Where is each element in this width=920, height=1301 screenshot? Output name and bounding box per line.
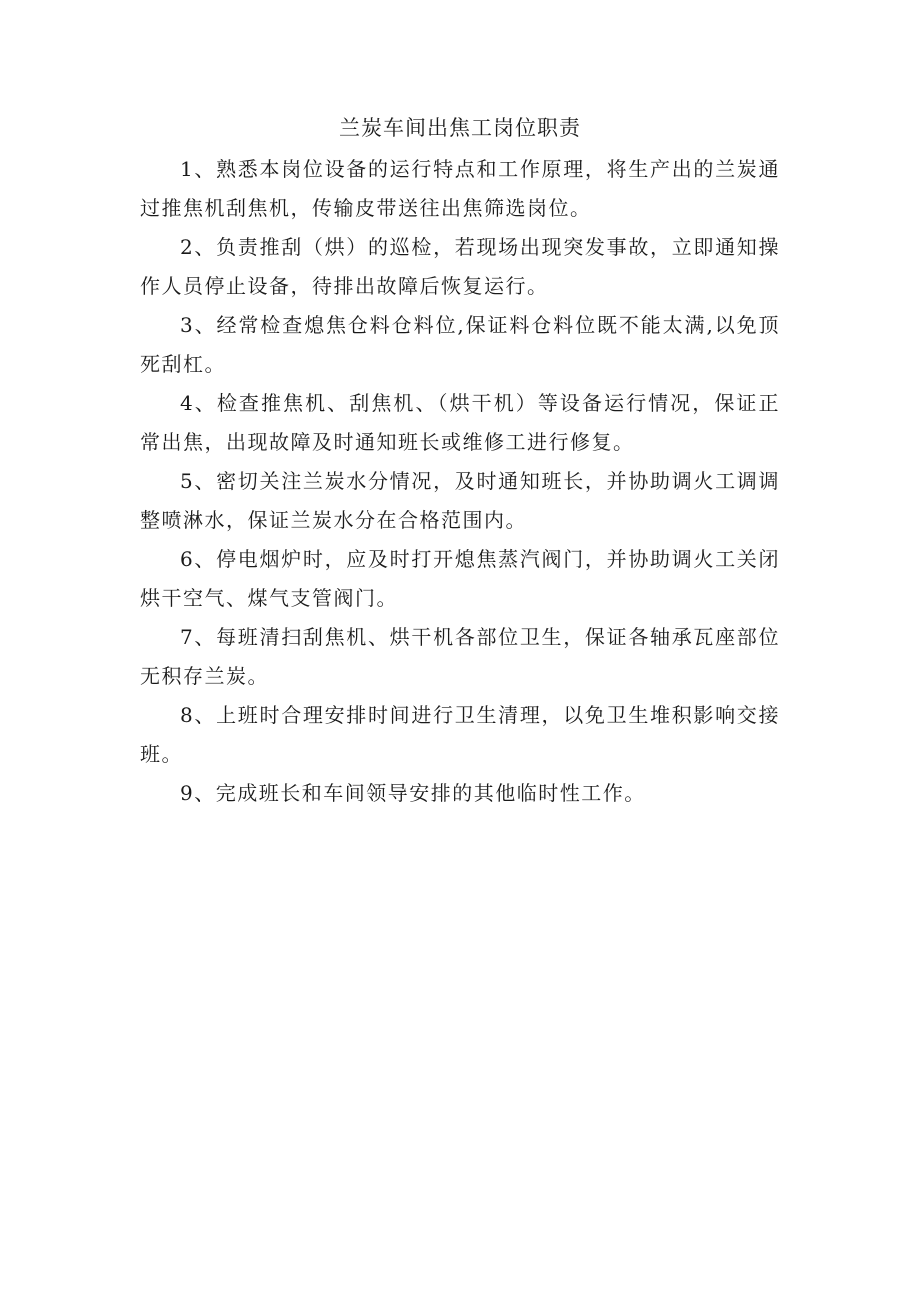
duty-item-1: 1、熟悉本岗位设备的运行特点和工作原理，将生产出的兰炭通过推焦机刮焦机，传输皮带送往出焦筛选岗位。	[140, 157, 780, 220]
document-title: 兰炭车间出焦工岗位职责	[339, 116, 581, 140]
duty-item-9: 9、完成班长和车间领导安排的其他临时性工作。	[180, 781, 646, 805]
duty-item-7: 7、每班清扫刮焦机、烘干机各部位卫生，保证各轴承瓦座部位无积存兰炭。	[140, 625, 780, 688]
duty-item-8: 8、上班时合理安排时间进行卫生清理，以免卫生堆积影响交接班。	[140, 703, 780, 766]
duty-item-2: 2、负责推刮（烘）的巡检，若现场出现突发事故，立即通知操作人员停止设备，待排出故障后恢复运行。	[140, 235, 780, 298]
duty-item-6: 6、停电烟炉时，应及时打开熄焦蒸汽阀门，并协助调火工关闭烘干空气、煤气支管阀门。	[140, 547, 780, 610]
duty-item-5: 5、密切关注兰炭水分情况，及时通知班长，并协助调火工调调整喷淋水，保证兰炭水分在合格范围内。	[140, 469, 780, 532]
duty-item-3: 3、经常检查熄焦仓料仓料位,保证料仓料位既不能太满,以免顶死刮杠。	[140, 313, 780, 376]
duty-item-4: 4、检查推焦机、刮焦机、（烘干机）等设备运行情况，保证正常出焦，出现故障及时通知班长或维修工进行修复。	[140, 391, 780, 454]
document-body	[140, 150, 780, 813]
